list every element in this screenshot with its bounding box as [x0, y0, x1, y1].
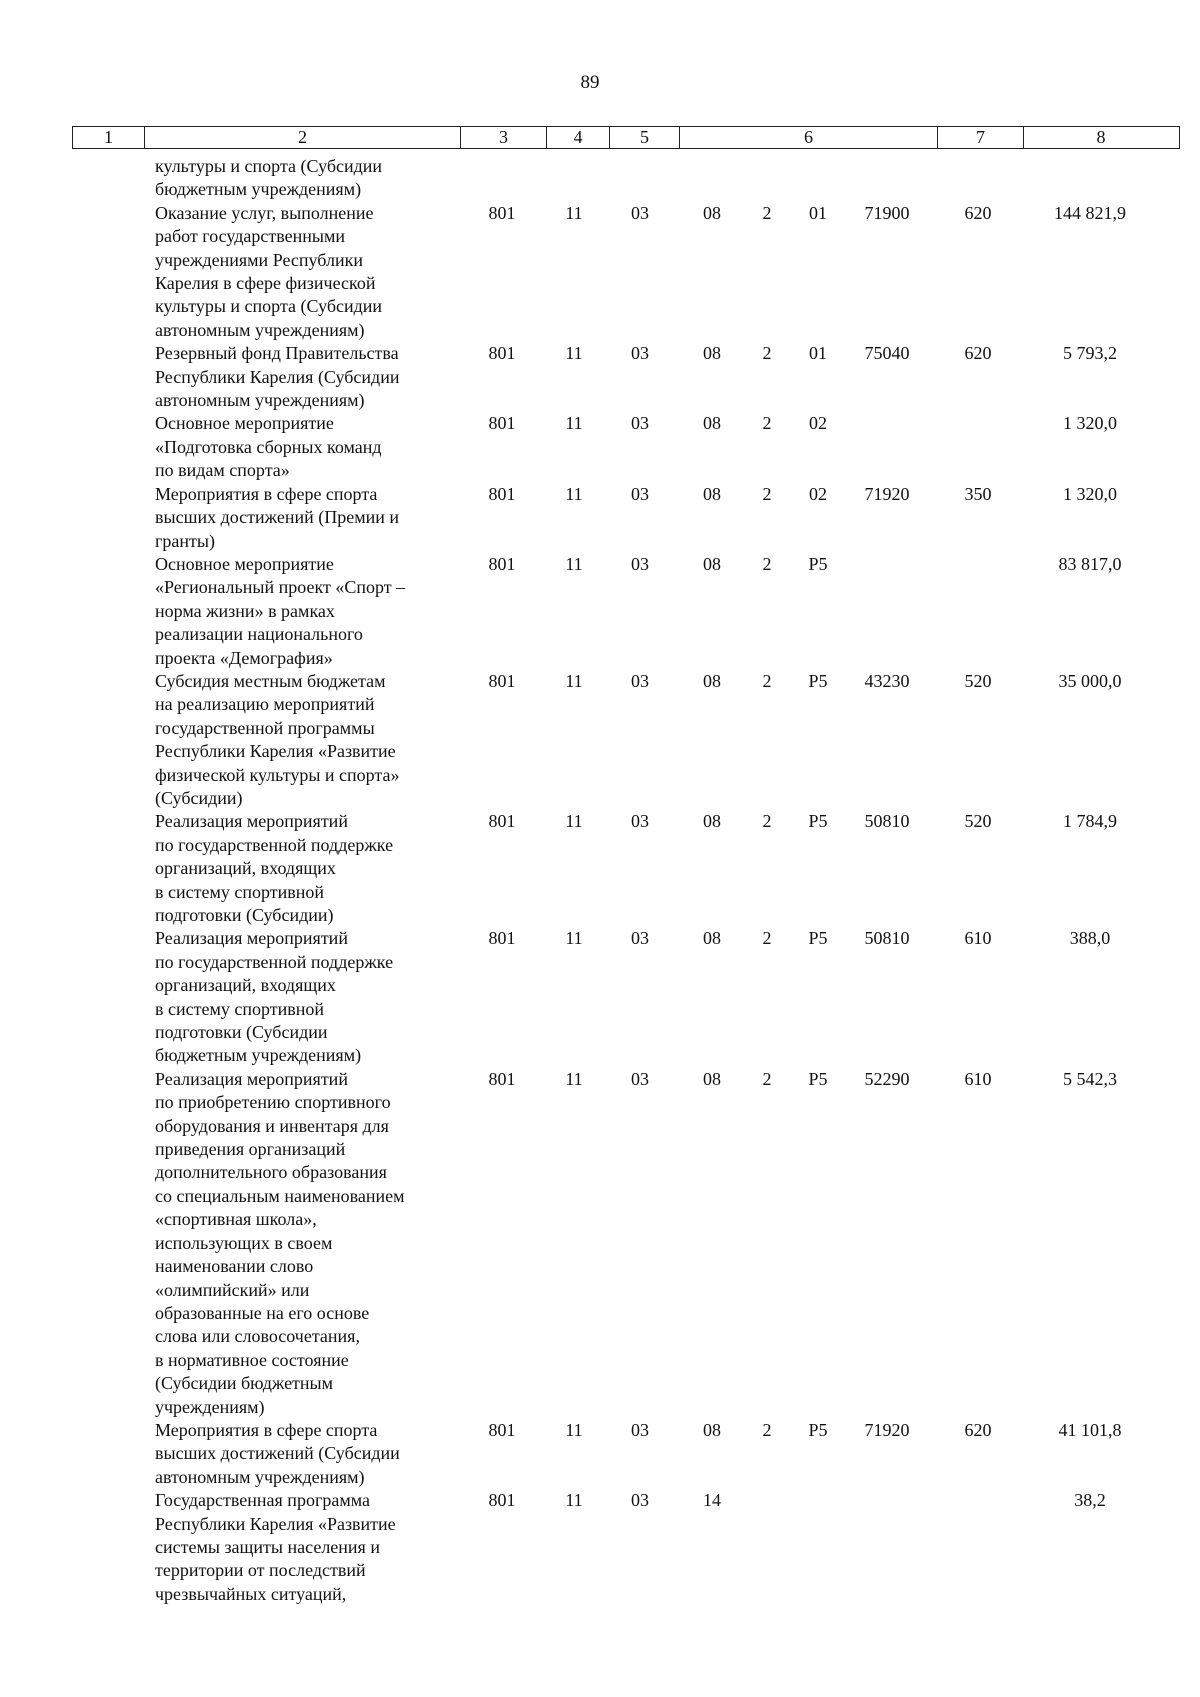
row-description: Реализация мероприятий по приобретению спортивного оборудования и инвентаря для приведения организаций дополнительного образования со специальным наименованием «спортивная школа», использующих в своем наименовании слово «олимпийский» или образованные на его основе слова или словосочетания, в нормативное состояние (Субсидии бюджетным учреждениям) [155, 1068, 405, 1417]
col-7-value: 520 [964, 670, 992, 691]
col-4-value: 11 [565, 928, 583, 949]
col-6-program: 08 [703, 202, 721, 223]
col-4-value: 11 [565, 413, 583, 434]
header-col-2: 2 [144, 127, 460, 148]
col-6-program: 08 [703, 811, 721, 832]
col-4-value: 11 [565, 343, 583, 364]
row-description: Оказание услуг, выполнение работ государственными учреждениями Республики Карелия в сфере физической культуры и спорта (Субсидии автономным учреждениям) [155, 202, 383, 340]
col-8-amount: 83 817,0 [1058, 553, 1122, 574]
col-3-value: 801 [488, 343, 516, 364]
row-description: Основное мероприятие «Подготовка сборных команд по видам спорта» [155, 413, 382, 481]
col-6-direction: 43230 [864, 670, 910, 691]
col-6-program: 08 [703, 483, 721, 504]
table-row [0, 927, 1200, 1067]
col-6-event: P5 [808, 1068, 828, 1089]
table-row [0, 810, 1200, 927]
col-6-direction: 50810 [864, 928, 910, 949]
col-6-subprogram: 2 [762, 483, 772, 504]
col-6-subprogram: 2 [762, 811, 772, 832]
table-body [0, 155, 1200, 1606]
col-5-value: 03 [631, 413, 649, 434]
col-6-program: 08 [703, 670, 721, 691]
col-8-amount: 5 793,2 [1063, 343, 1117, 364]
col-3-value: 801 [488, 928, 516, 949]
col-6-program: 14 [703, 1490, 721, 1511]
col-5-value: 03 [631, 202, 649, 223]
col-6-subprogram: 2 [762, 553, 772, 574]
header-col-8: 8 [1023, 127, 1178, 148]
row-description: Основное мероприятие «Региональный проект «Спорт – норма жизни» в рамках реализации национального проекта «Демография» [155, 553, 406, 668]
col-8-amount: 1 784,9 [1063, 811, 1117, 832]
col-8-amount: 388,0 [1069, 928, 1111, 949]
col-6-subprogram: 2 [762, 343, 772, 364]
col-7-value: 350 [964, 483, 992, 504]
table-row [0, 1489, 1200, 1606]
col-8-amount: 38,2 [1074, 1490, 1106, 1511]
col-8-amount: 144 821,9 [1054, 202, 1126, 223]
col-6-event: 01 [809, 343, 827, 364]
col-6-event: P5 [808, 811, 828, 832]
col-6-direction: 52290 [864, 1068, 910, 1089]
col-6-subprogram: 2 [762, 670, 772, 691]
col-3-value: 801 [488, 553, 516, 574]
col-7-value: 620 [964, 343, 992, 364]
row-description: Субсидия местным бюджетам на реализацию мероприятий государственной программы Республики Карелия «Развитие физической культуры и спорта» (Субсидии) [155, 670, 400, 808]
col-6-event: P5 [808, 670, 828, 691]
col-6-subprogram: 2 [762, 1068, 772, 1089]
row-description: культуры и спорта (Субсидии бюджетным учреждениям) [155, 156, 383, 200]
col-5-value: 03 [631, 928, 649, 949]
col-3-value: 801 [488, 1419, 516, 1440]
col-6-subprogram: 2 [762, 928, 772, 949]
header-col-5: 5 [609, 127, 679, 148]
col-6-direction: 50810 [864, 811, 910, 832]
col-8-amount: 35 000,0 [1058, 670, 1122, 691]
col-4-value: 11 [565, 811, 583, 832]
header-col-7: 7 [937, 127, 1023, 148]
col-4-value: 11 [565, 202, 583, 223]
col-3-value: 801 [488, 670, 516, 691]
col-6-direction: 75040 [864, 343, 910, 364]
col-4-value: 11 [565, 1490, 583, 1511]
col-5-value: 03 [631, 483, 649, 504]
col-7-value: 620 [964, 202, 992, 223]
col-6-subprogram: 2 [762, 1419, 772, 1440]
col-6-program: 08 [703, 928, 721, 949]
col-6-program: 08 [703, 1068, 721, 1089]
col-8-amount: 1 320,0 [1063, 413, 1117, 434]
col-7-value: 610 [964, 928, 992, 949]
table-row [0, 202, 1200, 342]
col-8-amount: 5 542,3 [1063, 1068, 1117, 1089]
col-3-value: 801 [488, 202, 516, 223]
table-row [0, 155, 1200, 202]
header-col-6: 6 [679, 127, 937, 148]
col-6-direction: 71900 [864, 202, 910, 223]
row-description: Реализация мероприятий по государственной поддержке организаций, входящих в систему спортивной подготовки (Субсидии бюджетным учреждениям) [155, 928, 394, 1066]
col-6-direction: 71920 [864, 1419, 910, 1440]
col-6-event: 02 [809, 413, 827, 434]
table-header-row [72, 126, 1180, 149]
col-6-program: 08 [703, 343, 721, 364]
col-5-value: 03 [631, 1419, 649, 1440]
row-description: Реализация мероприятий по государственной поддержке организаций, входящих в систему спортивной подготовки (Субсидии) [155, 811, 394, 925]
row-description: Резервный фонд Правительства Республики Карелия (Субсидии автономным учреждениям) [155, 343, 400, 411]
page-number: 89 [580, 72, 600, 93]
col-4-value: 11 [565, 483, 583, 504]
row-description: Государственная программа Республики Карелия «Развитие системы защиты населения и территории от последствий чрезвычайных ситуаций, [155, 1490, 396, 1604]
col-6-event: P5 [808, 1419, 828, 1440]
col-6-program: 08 [703, 1419, 721, 1440]
col-3-value: 801 [488, 483, 516, 504]
col-7-value: 520 [964, 811, 992, 832]
col-5-value: 03 [631, 670, 649, 691]
col-6-subprogram: 2 [762, 202, 772, 223]
col-6-event: P5 [808, 553, 828, 574]
table-row [0, 1068, 1200, 1419]
col-5-value: 03 [631, 811, 649, 832]
col-3-value: 801 [488, 811, 516, 832]
col-3-value: 801 [488, 413, 516, 434]
col-7-value: 610 [964, 1068, 992, 1089]
table-row [0, 342, 1200, 412]
header-col-1: 1 [104, 127, 113, 147]
table-row [0, 412, 1200, 482]
col-7-value: 620 [964, 1419, 992, 1440]
row-description: Мероприятия в сфере спорта высших достижений (Субсидии автономным учреждениям) [155, 1419, 400, 1487]
table-row [0, 1419, 1200, 1489]
col-6-subprogram: 2 [762, 413, 772, 434]
header-col-4: 4 [546, 127, 609, 148]
col-3-value: 801 [488, 1490, 516, 1511]
col-5-value: 03 [631, 1490, 649, 1511]
col-6-event: 01 [809, 202, 827, 223]
table-row [0, 483, 1200, 553]
table-row [0, 553, 1200, 670]
col-4-value: 11 [565, 1419, 583, 1440]
row-description: Мероприятия в сфере спорта высших достижений (Премии и гранты) [155, 483, 400, 551]
col-4-value: 11 [565, 670, 583, 691]
col-4-value: 11 [565, 1068, 583, 1089]
col-4-value: 11 [565, 553, 583, 574]
header-col-3: 3 [460, 127, 546, 148]
col-6-direction: 71920 [864, 483, 910, 504]
col-3-value: 801 [488, 1068, 516, 1089]
table-row [0, 670, 1200, 810]
col-6-event: P5 [808, 928, 828, 949]
col-6-program: 08 [703, 413, 721, 434]
col-6-program: 08 [703, 553, 721, 574]
col-5-value: 03 [631, 553, 649, 574]
col-8-amount: 41 101,8 [1058, 1419, 1122, 1440]
col-8-amount: 1 320,0 [1063, 483, 1117, 504]
col-5-value: 03 [631, 343, 649, 364]
col-6-event: 02 [809, 483, 827, 504]
col-5-value: 03 [631, 1068, 649, 1089]
